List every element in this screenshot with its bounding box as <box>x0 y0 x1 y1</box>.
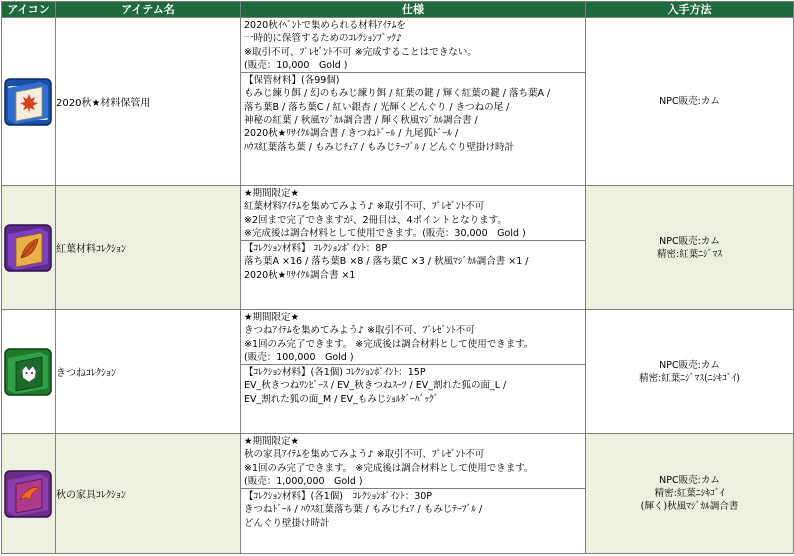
source-line: NPC販売:カム <box>659 359 720 371</box>
item-name: 2020秋★材料保管用 <box>56 18 241 186</box>
source-line: NPC販売:カム <box>659 96 720 107</box>
spec-line: ※2回まで完了できますが、2冊目は、4ポイントとなります。 <box>244 214 507 226</box>
spec-line: 落ち葉B / 落ち葉C / 紅い銀杏 / 光輝くどんぐり / きつねの尾 / <box>244 101 510 113</box>
spec-line: もみじ練り餌 / 幻のもみじ練り餌 / 紅葉の鍵 / 輝く紅葉の鍵 / 落ち葉A / <box>244 88 551 100</box>
spec-line: きつねｱｲﾃﾑを集めてみよう♪ ※取引不可、ﾌﾟﾚｾﾞﾝﾄ不可 <box>244 325 475 337</box>
table-row <box>2 186 794 310</box>
spec-line: 2020秋ｲﾍﾞﾝﾄで集められる材料ｱｲﾃﾑを <box>244 20 406 31</box>
spec-line: ﾊｳｽ紅葉落ち葉 / もみじﾁｪｱ / もみじﾃｰﾌﾞﾙ / どんぐり壁掛け時計 <box>244 141 514 153</box>
spec-cell <box>241 186 586 310</box>
spec-line: ※完成後は調合材料として使用できます。(販売：30,000 Gold ) <box>244 227 526 239</box>
spec-line: ※1回のみ完了できます。 ※完成後は調合材料として使用できます。 <box>244 462 534 474</box>
spec-line: きつねﾄﾞｰﾙ / ﾊｳｽ紅葉落ち葉 / もみじﾁｪｱ / もみじﾃｰﾌﾞﾙ / <box>244 504 483 516</box>
spec-summary <box>241 18 585 73</box>
table-row <box>2 18 794 186</box>
spec-materials <box>241 365 585 406</box>
source-cell <box>586 310 794 434</box>
item-name: 秋の家具ｺﾚｸｼｮﾝ <box>56 434 241 554</box>
item-table <box>1 1 794 554</box>
spec-line: 秋の家具ｱｲﾃﾑを集めてみよう♪ ※取引不可、ﾌﾟﾚｾﾞﾝﾄ不可 <box>244 449 485 461</box>
icon-cell <box>2 18 56 186</box>
spec-line: ※1回のみ完了できます。 ※完成後は調合材料として使用できます。 <box>244 338 534 350</box>
spec-line: (販売：10,000 Gold ) <box>244 59 348 71</box>
icon-cell <box>2 186 56 310</box>
spec-line: 2020秋★ﾘｻｲｸﾙ調合書 / きつねﾄﾞｰﾙ / 九尾狐ﾄﾞｰﾙ / <box>244 128 459 140</box>
source-line: (輝く)秋風ﾏｼﾞｶﾙ調合書 <box>640 501 739 512</box>
spec-line: ★期間限定★ <box>244 436 300 447</box>
spec-summary <box>241 186 585 241</box>
item-name: きつねｺﾚｸｼｮﾝ <box>56 310 241 434</box>
spec-line: ★期間限定★ <box>244 188 300 199</box>
spec-line: 【保管材料】(各99個) <box>244 75 340 87</box>
header-row <box>2 2 794 18</box>
spec-summary <box>241 310 585 365</box>
spec-line: ※取引不可、ﾌﾟﾚｾﾞﾝﾄ不可 ※完成することはできない。 <box>244 46 477 58</box>
source-line: 精密:紅葉ﾆｼﾞﾏｽ(ﾆｼｷｺﾞｲ) <box>639 372 740 384</box>
icon-cell <box>2 310 56 434</box>
header-icon: アイコン <box>2 2 56 18</box>
source-cell <box>586 186 794 310</box>
spec-line: EV_割れた狐の面_M / EV_もみじｼｮﾙﾀﾞｰﾊﾞｯｸﾞ <box>244 393 439 405</box>
source-line: NPC販売:カム <box>659 235 720 247</box>
spec-line: 【ｺﾚｸｼｮﾝ材料】 ｺﾚｸｼｮﾝﾎﾟｲﾝﾄ：8P <box>244 243 388 255</box>
purple-book-flame-icon <box>4 470 52 518</box>
item-name: 紅葉材料ｺﾚｸｼｮﾝ <box>56 186 241 310</box>
spec-line: 一時的に保管するためのｺﾚｸｼｮﾝﾌﾞｯｸ♪ <box>244 33 403 45</box>
spec-line: 紅葉材料ｱｲﾃﾑを集めてみよう♪ ※取引不可、ﾌﾟﾚｾﾞﾝﾄ不可 <box>244 201 485 213</box>
header-name: アイテム名 <box>56 2 241 18</box>
spec-cell <box>241 310 586 434</box>
spec-line: (販売：1,000,000 Gold ) <box>244 475 363 487</box>
spec-materials <box>241 241 585 282</box>
spec-line: 落ち葉A ×16 / 落ち葉B ×8 / 落ち葉C ×3 / 秋風ﾏｼﾞｶﾙ調合書 ×1 / <box>244 256 529 268</box>
source-line: 精密:紅葉ﾆｼｷｺﾞｲ <box>654 488 725 499</box>
spec-cell <box>241 434 586 554</box>
spec-line: ★期間限定★ <box>244 312 300 323</box>
table-row <box>2 434 794 554</box>
header-source: 入手方法 <box>586 2 794 18</box>
table-row <box>2 310 794 434</box>
spec-summary <box>241 434 585 489</box>
spec-line: 2020秋★ﾘｻｲｸﾙ調合書 ×1 <box>244 269 356 281</box>
spec-materials <box>241 73 585 154</box>
header-spec: 仕様 <box>241 2 586 18</box>
spec-line: 神秘の紅葉 / 秋風ﾏｼﾞｶﾙ調合書 / 輝く秋風ﾏｼﾞｶﾙ調合書 / <box>244 115 478 127</box>
icon-cell <box>2 434 56 554</box>
spec-cell <box>241 18 586 186</box>
spec-line: 【ｺﾚｸｼｮﾝ材料】(各1個) ｺﾚｸｼｮﾝﾎﾟｲﾝﾄ：30P <box>244 491 433 503</box>
spec-line: 【ｺﾚｸｼｮﾝ材料】(各1個) ｺﾚｸｼｮﾝﾎﾟｲﾝﾄ：15P <box>244 367 426 379</box>
green-book-fox-icon <box>4 348 52 396</box>
red-book-maple-leaf-icon <box>4 78 52 126</box>
source-line: NPC販売:カム <box>659 475 720 486</box>
source-cell <box>586 18 794 186</box>
spec-materials <box>241 489 585 530</box>
spec-line: EV_秋きつねﾜﾝﾋﾟｰｽ / EV_秋きつねｽｰﾂ / EV_割れた狐の面_L / <box>244 380 507 392</box>
spec-line: (販売：100,000 Gold ) <box>244 351 354 363</box>
spec-line: どんぐり壁掛け時計 <box>244 517 330 529</box>
purple-book-leaf-icon <box>4 224 52 272</box>
source-cell <box>586 434 794 554</box>
source-line: 精密:紅葉ﾆｼﾞﾏｽ <box>657 248 722 260</box>
